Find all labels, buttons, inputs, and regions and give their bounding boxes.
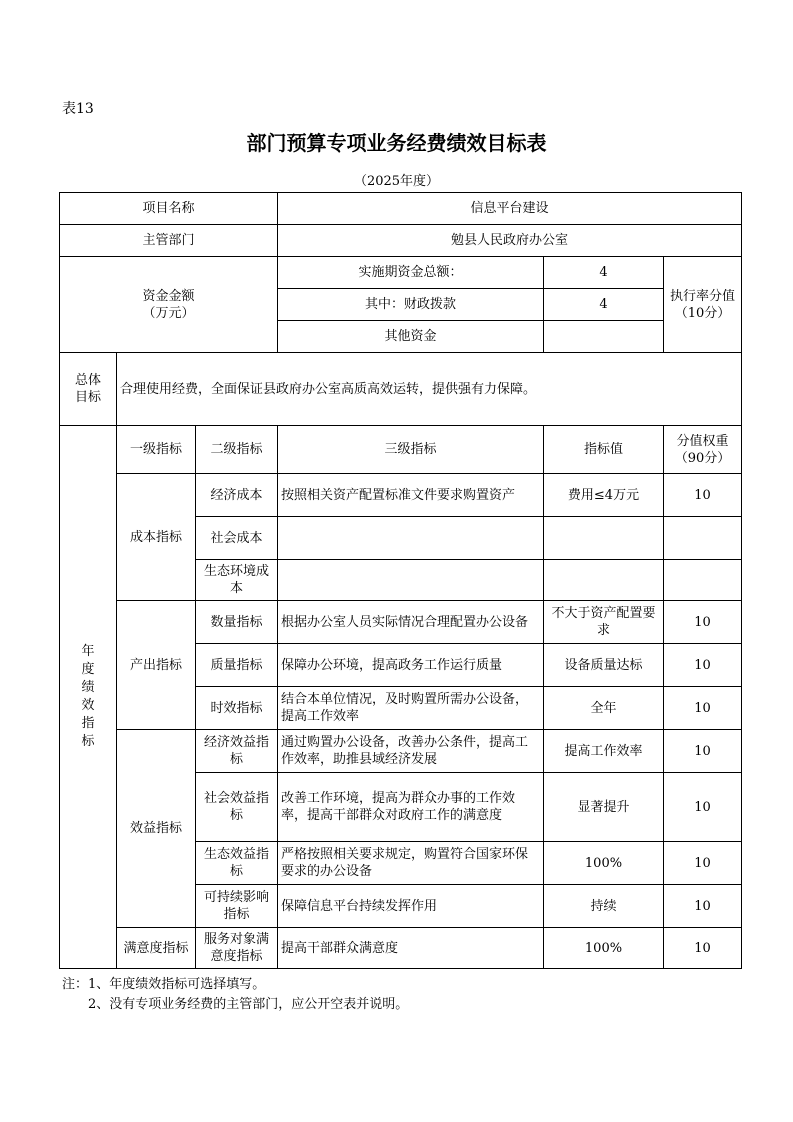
value-cell: 不大于资产配置要求 [544, 601, 664, 644]
weight-header [664, 426, 742, 474]
level2-cell: 社会成本 [196, 517, 278, 560]
total-funds-value: 4 [544, 257, 664, 289]
level2-cell: 社会效益指标 [196, 773, 278, 842]
level3-header: 三级指标 [278, 426, 544, 474]
project-name-value: 信息平台建设 [278, 193, 742, 225]
project-row [60, 193, 742, 225]
side-char: 指 [81, 716, 95, 731]
benefit-group-label: 效益指标 [117, 730, 196, 928]
level3-cell: 保障办公环境，提高政务工作运行质量 [278, 644, 544, 687]
value-cell: 持续 [544, 885, 664, 928]
funds-label-line2: （万元） [142, 305, 195, 321]
other-funds-label: 其他资金 [278, 321, 544, 353]
side-char: 度 [81, 662, 95, 677]
level2-cell: 服务对象满意度指标 [196, 928, 278, 969]
overall-goal-row [60, 353, 742, 426]
level3-cell: 改善工作环境，提高为群众办事的工作效率，提高干部群众对政府工作的满意度 [278, 773, 544, 842]
overall-goal-text: 合理使用经费，全面保证县政府办公室高质高效运转，提供强有力保障。 [117, 353, 742, 426]
weight-cell: 10 [664, 842, 742, 885]
weight-cell: 10 [664, 885, 742, 928]
weight-cell: 10 [664, 644, 742, 687]
department-label: 主管部门 [60, 225, 278, 257]
value-cell: 提高工作效率 [544, 730, 664, 773]
output-group-label: 产出指标 [117, 601, 196, 730]
value-cell: 费用≤4万元 [544, 474, 664, 517]
table-row [60, 474, 742, 517]
value-header: 指标值 [544, 426, 664, 474]
value-cell [544, 560, 664, 601]
fiscal-funds-label: 其中：财政拨款 [278, 289, 544, 321]
value-cell: 显著提升 [544, 773, 664, 842]
department-value: 勉县人民政府办公室 [278, 225, 742, 257]
level2-cell: 时效指标 [196, 687, 278, 730]
level2-cell: 可持续影响指标 [196, 885, 278, 928]
weight-header-line1: 分值权重 [676, 433, 729, 449]
weight-cell [664, 517, 742, 560]
footnotes [62, 975, 408, 1015]
performance-target-table [59, 192, 742, 969]
funds-label [60, 257, 278, 353]
level2-header: 二级指标 [196, 426, 278, 474]
execution-rate-line2: （10分） [674, 305, 731, 321]
other-funds-value [544, 321, 664, 353]
footnote-1: 注：1、年度绩效指标可选择填写。 [62, 977, 266, 992]
side-char: 年 [81, 644, 95, 659]
level2-cell: 生态效益指标 [196, 842, 278, 885]
weight-cell [664, 560, 742, 601]
level3-cell: 提高干部群众满意度 [278, 928, 544, 969]
weight-cell: 10 [664, 687, 742, 730]
fiscal-funds-value: 4 [544, 289, 664, 321]
value-cell: 100% [544, 842, 664, 885]
value-cell: 设备质量达标 [544, 644, 664, 687]
annual-indicators-label [60, 426, 117, 969]
execution-rate-score [664, 257, 742, 353]
level3-cell: 严格按照相关要求规定，购置符合国家环保要求的办公设备 [278, 842, 544, 885]
indicator-header-row [60, 426, 742, 474]
level1-header: 一级指标 [117, 426, 196, 474]
level2-cell: 经济成本 [196, 474, 278, 517]
level2-cell: 经济效益指标 [196, 730, 278, 773]
footnote-2: 2、没有专项业务经费的主管部门，应公开空表并说明。 [88, 997, 409, 1012]
table-row [60, 730, 742, 773]
weight-header-line2: （90分） [674, 450, 731, 466]
funds-total-row [60, 257, 742, 289]
overall-goal-label-line2: 目标 [74, 390, 101, 405]
value-cell [544, 517, 664, 560]
overall-goal-label-line1: 总体 [74, 373, 101, 388]
level3-cell: 通过购置办公设备，改善办公条件，提高工作效率，助推县域经济发展 [278, 730, 544, 773]
weight-cell: 10 [664, 773, 742, 842]
overall-goal-label [60, 353, 117, 426]
page-title: 部门预算专项业务经费绩效目标表 [246, 131, 547, 155]
department-row [60, 225, 742, 257]
value-cell: 100% [544, 928, 664, 969]
fiscal-year: （2025年度） [353, 174, 440, 189]
level2-cell: 数量指标 [196, 601, 278, 644]
level3-cell: 根据办公室人员实际情况合理配置办公设备 [278, 601, 544, 644]
weight-cell: 10 [664, 474, 742, 517]
funds-label-line1: 资金金额 [142, 288, 195, 304]
level3-cell: 按照相关资产配置标准文件要求购置资产 [278, 474, 544, 517]
level2-cell: 质量指标 [196, 644, 278, 687]
satisfaction-group-label: 满意度指标 [117, 928, 196, 969]
execution-rate-line1: 执行率分值 [669, 288, 735, 304]
level3-cell [278, 560, 544, 601]
table-row [60, 928, 742, 969]
weight-cell: 10 [664, 928, 742, 969]
side-char: 绩 [81, 680, 95, 695]
project-name-label: 项目名称 [60, 193, 278, 225]
total-funds-label: 实施期资金总额： [278, 257, 544, 289]
side-char: 效 [81, 698, 95, 713]
level3-cell: 结合本单位情况，及时购置所需办公设备，提高工作效率 [278, 687, 544, 730]
cost-group-label: 成本指标 [117, 474, 196, 601]
level3-cell: 保障信息平台持续发挥作用 [278, 885, 544, 928]
table-row [60, 601, 742, 644]
level2-cell: 生态环境成本 [196, 560, 278, 601]
side-char: 标 [81, 734, 95, 749]
table-number: 表13 [62, 101, 94, 117]
weight-cell: 10 [664, 601, 742, 644]
level3-cell [278, 517, 544, 560]
weight-cell: 10 [664, 730, 742, 773]
value-cell: 全年 [544, 687, 664, 730]
